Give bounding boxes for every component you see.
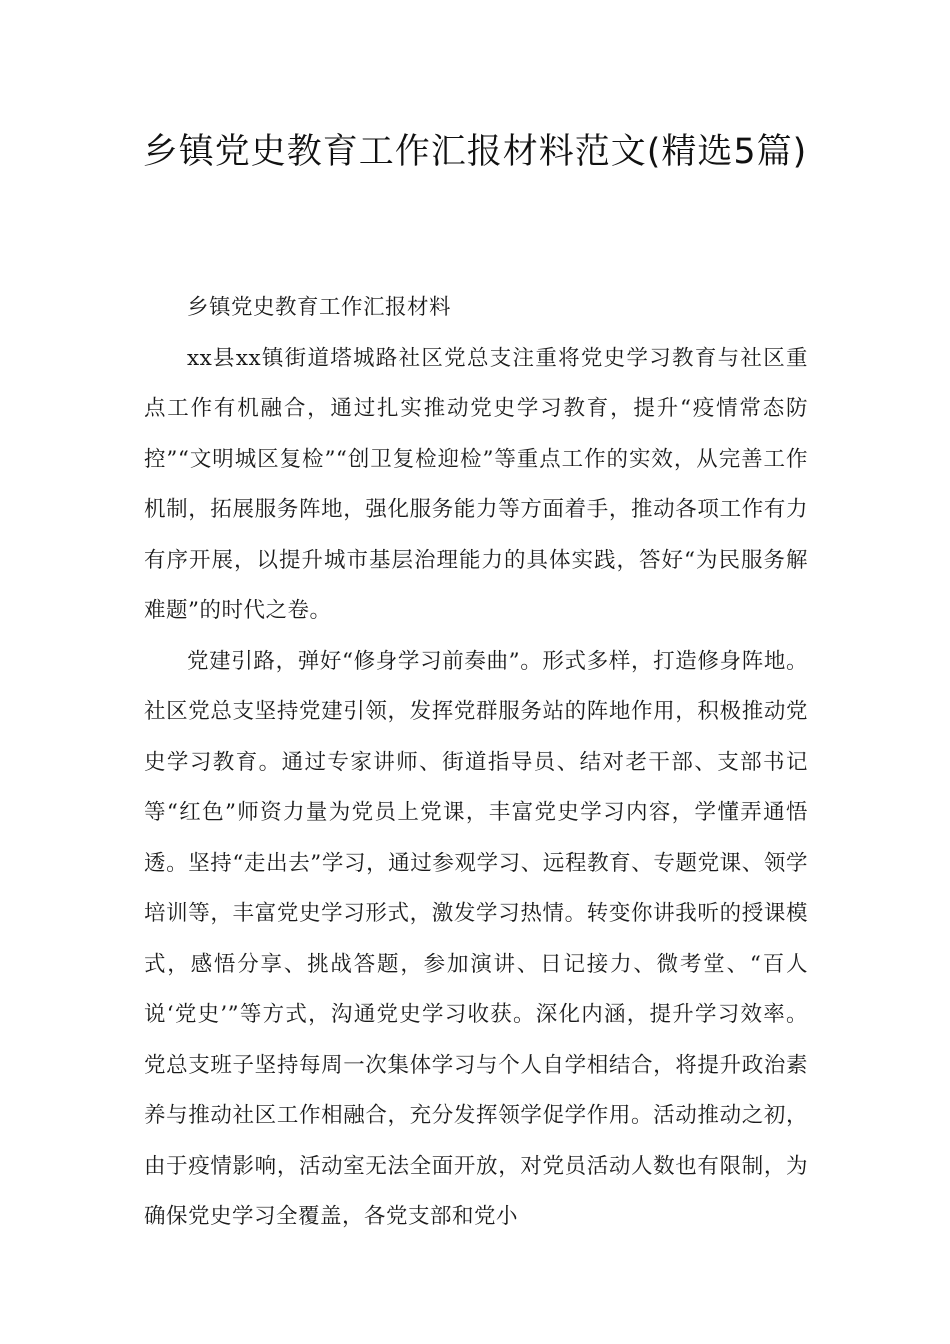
document-title: 乡镇党史教育工作汇报材料范文(精选5篇) (142, 132, 808, 172)
body-paragraph: xx县xx镇街道塔城路社区党总支注重将党史学习教育与社区重点工作有机融合，通过扎实推动党史学习教育，提升“疫情常态防控”“文明城区复检”“创卫复检迎检”等重点工作的实效，从完善工作机制，拓展服务阵地，强化服务能力等方面着手，推动各项工作有力有序开展，以提升城市基层治理能力的具体实践，答好“为民服务解难题”的时代之卷。 (144, 345, 808, 623)
document-subheading: 乡镇党史教育工作汇报材料 (187, 295, 452, 320)
body-paragraph: 党建引路，弹好“修身学习前奏曲”。形式多样，打造修身阵地。社区党总支坚持党建引领，发挥党群服务站的阵地作用，积极推动党史学习教育。通过专家讲师、街道指导员、结对老干部、支部书记等“红色”师资力量为党员上党课，丰富党史学习内容，学懂弄通悟透。坚持“走出去”学习，通过参观学习、远程教育、专题党课、领学培训等，丰富党史学习形式，激发学习热情。转变你讲我听的授课模式，感悟分享、挑战答题，参加演讲、日记接力、微考堂、“百人说‘党史’”等方式，沟通党史学习收获。深化内涵，提升学习效率。党总支班子坚持每周一次集体学习与个人自学相结合，将提升政治素养与推动社区工作相融合，充分发挥领学促学作用。活动推动之初，由于疫情影响，活动室无法全面开放，对党员活动人数也有限制，为确保党史学习全覆盖，各党支部和党小 (144, 648, 808, 1229)
document-body (144, 283, 808, 1243)
